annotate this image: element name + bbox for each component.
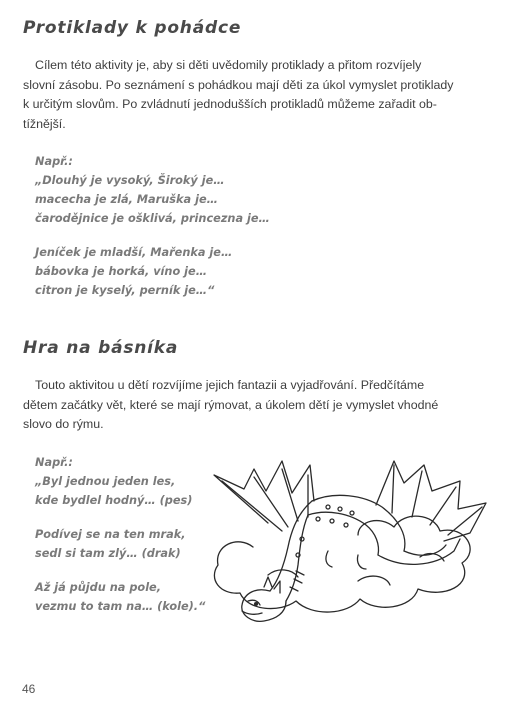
poet-game-example (35, 453, 205, 616)
example-line: Jeníček je mladší, Mařenka je… (35, 246, 233, 259)
example-label: Např.: (35, 155, 73, 168)
example-line: „Dlouhý je vysoký, Široký je… (35, 174, 225, 187)
example-line: macecha je zlá, Maruška je… (35, 193, 218, 206)
example-line: Podívej se na ten mrak, (35, 528, 186, 541)
stanza-gap (35, 228, 270, 243)
text-line: slovní zásobu. Po seznámení s pohádkou mají děti za úkol vymyslet protiklady (23, 77, 454, 92)
stanza-gap (35, 510, 205, 525)
example-line: citron je kyselý, perník je…“ (35, 284, 215, 297)
dragon-on-cloud-illustration (208, 455, 498, 630)
poet-game-description (23, 376, 489, 435)
page-number: 46 (22, 682, 36, 696)
example-line: bábovka je horká, víno je… (35, 265, 207, 278)
example-line: sedl si tam zlý… (drak) (35, 547, 181, 560)
text-line: tížnější. (23, 116, 66, 131)
stanza-gap (35, 563, 205, 578)
antonyms-example (35, 152, 270, 300)
example-label: Např.: (35, 456, 73, 469)
section-title-antonyms: Protiklady k pohádce (23, 18, 242, 38)
text-line: Cílem této aktivity je, aby si děti uvědomily protiklady a přitom rozvíjely (35, 58, 422, 72)
section-title-poet-game: Hra na básníka (23, 338, 179, 358)
example-line: Až já půjdu na pole, (35, 581, 162, 594)
example-line: vezmu to tam na… (kole).“ (35, 600, 206, 613)
example-line: kde bydlel hodný… (pes) (35, 494, 193, 507)
example-line: čarodějnice je ošklivá, princezna je… (35, 212, 270, 225)
text-line: k určitým slovům. Po zvládnutí jednodušších protikladů můžeme zařadit ob- (23, 97, 437, 111)
text-line: slovo do rýmu. (23, 417, 104, 431)
antonyms-description (23, 56, 489, 134)
example-line: „Byl jednou jeden les, (35, 475, 176, 488)
text-line: dětem začátky vět, které se mají rýmovat, a úkolem dětí je vymyslet vhodné (23, 397, 439, 412)
text-line: Touto aktivitou u dětí rozvíjíme jejich fantazii a vyjadřování. Předčítáme (35, 378, 425, 392)
